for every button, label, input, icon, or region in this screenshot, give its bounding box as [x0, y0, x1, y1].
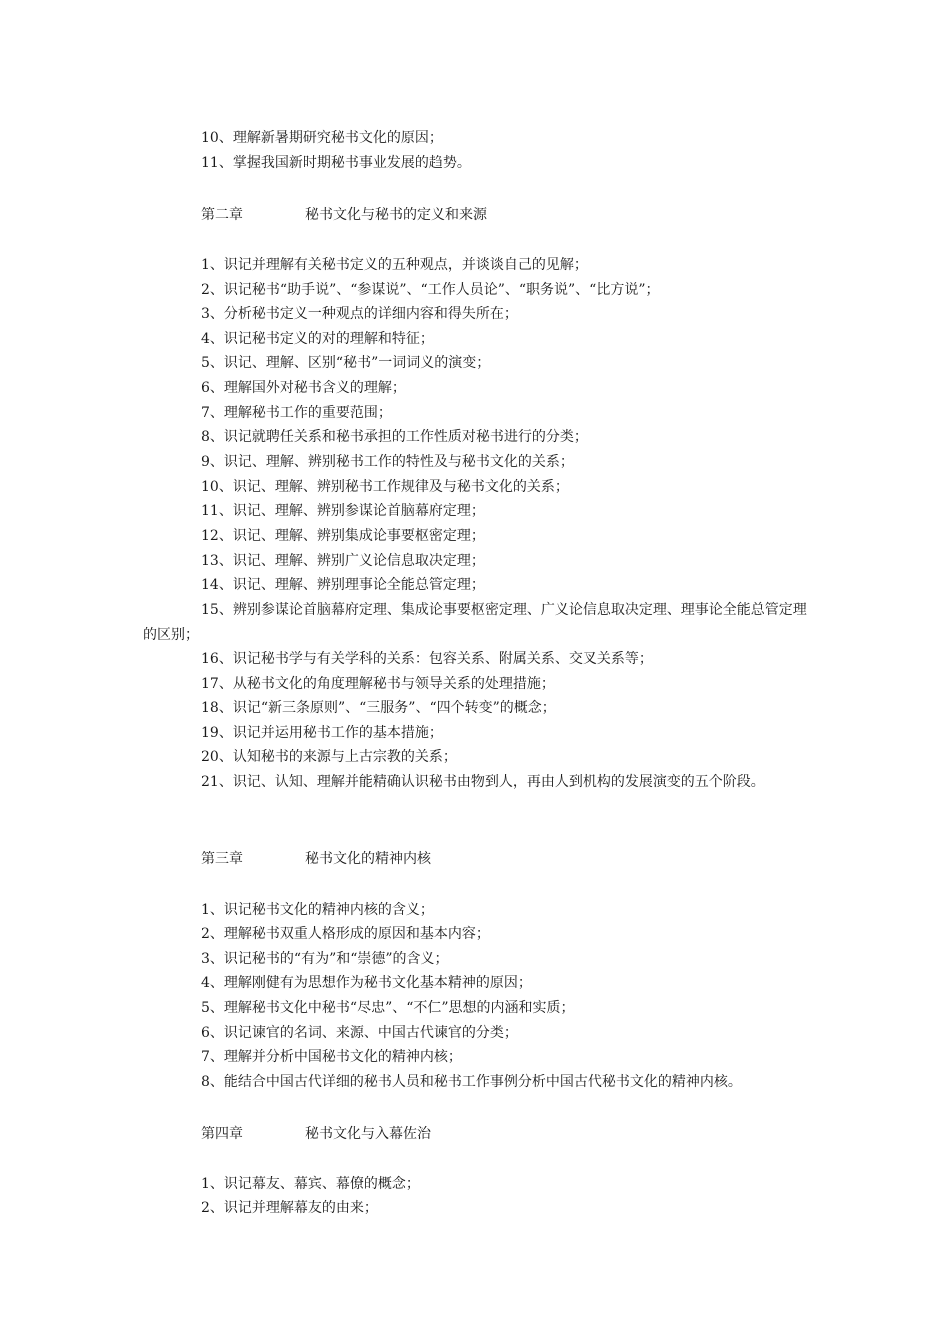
list-item: 7、理解秘书工作的重要范围；	[201, 405, 392, 421]
list-item: 18、识记“新三条原则”、“三服务”、“四个转变”的概念；	[201, 700, 556, 716]
list-item: 11、识记、理解、辨别参谋论首脑幕府定理；	[201, 503, 485, 519]
list-item: 13、识记、理解、辨别广义论信息取决定理；	[201, 553, 485, 569]
list-item: 14、识记、理解、辨别理事论全能总管定理；	[201, 577, 485, 593]
chapter-number: 第二章	[201, 207, 243, 223]
list-item: 20、认知秘书的来源与上古宗教的关系；	[201, 749, 457, 765]
list-item: 6、识记谏官的名词、来源、中国古代谏官的分类；	[201, 1025, 518, 1041]
list-item: 4、识记秘书定义的对的理解和特征；	[201, 331, 434, 347]
chapter-title: 秘书文化与入幕佐治	[305, 1126, 431, 1142]
chapter-number: 第四章	[201, 1126, 243, 1142]
list-item: 10、识记、理解、辨别秘书工作规律及与秘书文化的关系；	[201, 479, 569, 495]
list-item: 5、理解秘书文化中秘书“尽忠”、“不仁”思想的内涵和实质；	[201, 1000, 575, 1016]
list-item: 2、理解秘书双重人格形成的原因和基本内容；	[201, 926, 490, 942]
list-item: 8、识记就聘任关系和秘书承担的工作性质对秘书进行的分类；	[201, 429, 588, 445]
list-item: 11、掌握我国新时期秘书事业发展的趋势。	[201, 155, 471, 171]
chapter-title: 秘书文化与秘书的定义和来源	[305, 207, 487, 223]
list-item: 2、识记并理解幕友的由来；	[201, 1200, 378, 1216]
list-item: 4、理解刚健有为思想作为秘书文化基本精神的原因；	[201, 975, 532, 991]
list-item: 8、能结合中国古代详细的秘书人员和秘书工作事例分析中国古代秘书文化的精神内核。	[201, 1074, 742, 1090]
list-item: 9、识记、理解、辨别秘书工作的特性及与秘书文化的关系；	[201, 454, 574, 470]
list-item: 6、理解国外对秘书含义的理解；	[201, 380, 406, 396]
list-item: 5、识记、理解、区别“秘书”一词词义的演变；	[201, 355, 491, 371]
list-item: 1、识记并理解有关秘书定义的五种观点，并谈谈自己的见解；	[201, 257, 588, 273]
list-item: 17、从秘书文化的角度理解秘书与领导关系的处理措施；	[201, 676, 555, 692]
list-item: 10、理解新暑期研究秘书文化的原因；	[201, 130, 443, 146]
list-item: 1、识记秘书文化的精神内核的含义；	[201, 902, 434, 918]
list-item: 3、识记秘书的“有为”和“崇德”的含义；	[201, 951, 449, 967]
list-item: 2、识记秘书“助手说”、“参谋说”、“工作人员论”、“职务说”、“比方说”；	[201, 282, 660, 298]
list-item: 12、识记、理解、辨别集成论事要枢密定理；	[201, 528, 485, 544]
list-item: 21、识记、认知、理解并能精确认识秘书由物到人，再由人到机构的发展演变的五个阶段。	[201, 774, 765, 790]
list-item: 3、分析秘书定义一种观点的详细内容和得失所在；	[201, 306, 518, 322]
list-item: 19、识记并运用秘书工作的基本措施；	[201, 725, 443, 741]
list-item: 7、理解并分析中国秘书文化的精神内核；	[201, 1049, 462, 1065]
list-item: 15、辨别参谋论首脑幕府定理、集成论事要枢密定理、广义论信息取决定理、理事论全能总管定理的区别；	[143, 602, 807, 643]
chapter-title: 秘书文化的精神内核	[305, 851, 431, 867]
list-item: 1、识记幕友、幕宾、幕僚的概念；	[201, 1176, 420, 1192]
list-item: 16、识记秘书学与有关学科的关系：包容关系、附属关系、交叉关系等；	[201, 651, 653, 667]
chapter-number: 第三章	[201, 851, 243, 867]
